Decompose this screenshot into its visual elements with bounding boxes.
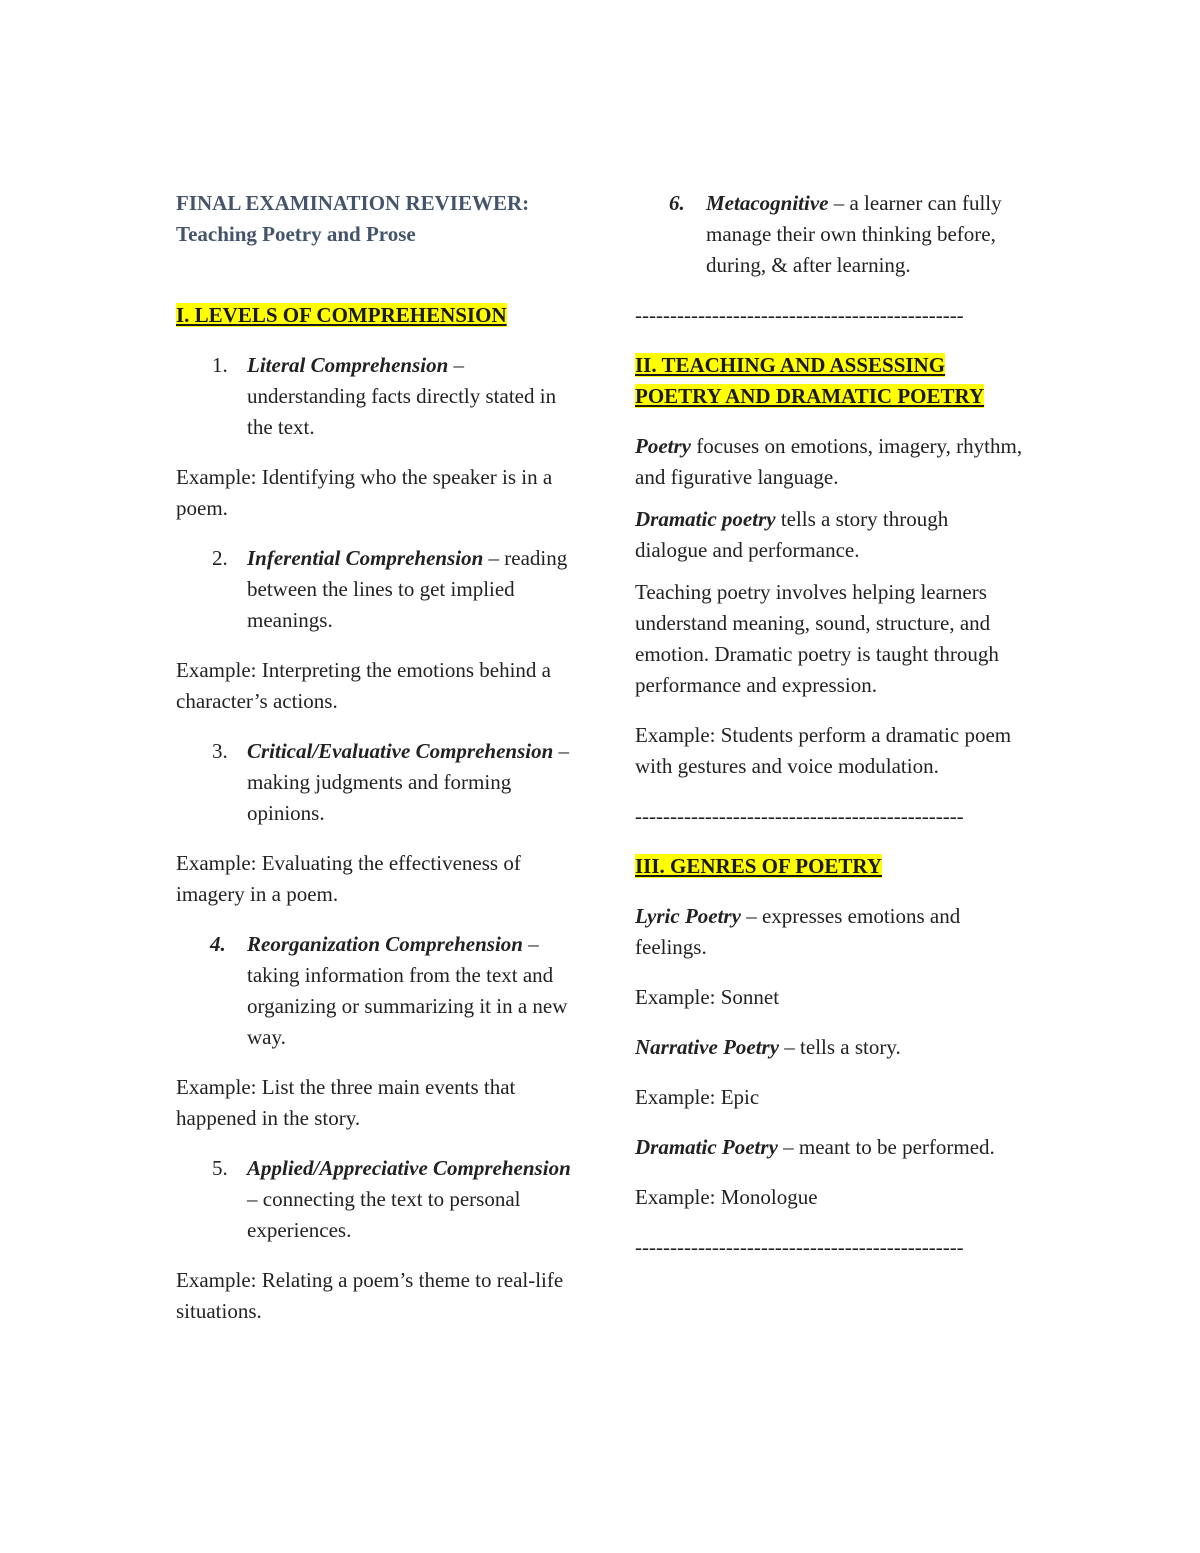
list-number: 2. <box>212 546 228 570</box>
example-critical: Example: Evaluating the effectiveness of imagery in a poem. <box>176 851 521 906</box>
separator-line: ----------------------------------------------- <box>635 303 964 327</box>
genre-narrative <box>635 1032 1025 1063</box>
list-number: 4. <box>210 932 226 956</box>
example-applied: Example: Relating a poem’s theme to real-life situations. <box>176 1268 564 1323</box>
right-column <box>635 188 1025 1282</box>
text-poetry: focuses on emotions, imagery, rhythm, and figurative language. <box>635 434 1023 489</box>
desc-inferential: – reading between the lines to get implied meanings. <box>247 546 568 632</box>
list-number: 6. <box>669 191 685 215</box>
left-column <box>176 188 576 1346</box>
term-poetry: Poetry <box>635 434 691 458</box>
desc-dramatic: – meant to be performed. <box>777 1135 995 1159</box>
list-item-literal <box>176 350 576 443</box>
genre-lyric <box>635 901 1025 963</box>
section-heading-levels <box>176 300 576 331</box>
paragraph-example-perform: Example: Students perform a dramatic poem with gestures and voice modulation. <box>635 723 1012 778</box>
desc-applied: – connecting the text to personal experiences. <box>247 1187 521 1242</box>
term-metacognitive: Metacognitive <box>706 191 829 215</box>
paragraph-dramatic-poetry <box>635 504 1025 566</box>
paragraph-teaching-poetry: Teaching poetry involves helping learners understand meaning, sound, structure, and emotion. Dramatic poetry is taught through performance and expression. <box>635 580 999 697</box>
example-inferential: Example: Interpreting the emotions behind a character’s actions. <box>176 658 551 713</box>
list-number: 3. <box>212 739 228 763</box>
term-dramatic-poetry: Dramatic poetry <box>635 507 776 531</box>
example-lyric: Example: Sonnet <box>635 985 780 1009</box>
list-item-applied <box>176 1153 576 1246</box>
separator-line: ----------------------------------------------- <box>635 804 964 828</box>
term-reorganization: Reorganization Comprehension <box>247 932 523 956</box>
desc-reorganization: – taking information from the text and organizing or summarizing it in a new way. <box>247 932 568 1049</box>
genre-dramatic <box>635 1132 1025 1163</box>
separator-line: ----------------------------------------------- <box>635 1235 964 1259</box>
example-literal: Example: Identifying who the speaker is in a poem. <box>176 465 553 520</box>
desc-metacognitive: – a learner can fully manage their own thinking before, during, & after learning. <box>706 191 1002 277</box>
section-heading-genres <box>635 851 1025 882</box>
section-heading-teaching <box>635 350 1025 412</box>
section-heading-levels-text: I. LEVELS OF COMPREHENSION <box>176 303 507 327</box>
term-narrative: Narrative Poetry <box>635 1035 780 1059</box>
list-item-inferential <box>176 543 576 636</box>
list-item-metacognitive <box>635 188 1025 281</box>
text-dramatic-poetry: tells a story through dialogue and performance. <box>635 507 949 562</box>
list-item-reorganization <box>176 929 576 1053</box>
example-dramatic: Example: Monologue <box>635 1185 818 1209</box>
paragraph-poetry <box>635 431 1025 493</box>
desc-lyric: – expresses emotions and feelings. <box>635 904 961 959</box>
desc-literal: – understanding facts directly stated in the text. <box>247 353 557 439</box>
list-number: 5. <box>212 1156 228 1180</box>
document-title: FINAL EXAMINATION REVIEWER: Teaching Poetry and Prose <box>176 191 530 246</box>
term-dramatic: Dramatic Poetry <box>635 1135 778 1159</box>
desc-narrative: – tells a story. <box>779 1035 901 1059</box>
term-literal: Literal Comprehension <box>247 353 449 377</box>
term-critical: Critical/Evaluative Comprehension <box>247 739 554 763</box>
list-number: 1. <box>212 353 228 377</box>
section-heading-genres-text: III. GENRES OF POETRY <box>635 854 883 878</box>
term-applied: Applied/Appreciative Comprehension <box>247 1156 571 1180</box>
example-reorganization: Example: List the three main events that happened in the story. <box>176 1075 516 1130</box>
desc-critical: – making judgments and forming opinions. <box>247 739 570 825</box>
term-lyric: Lyric Poetry <box>635 904 741 928</box>
list-item-critical <box>176 736 576 829</box>
example-narrative: Example: Epic <box>635 1085 760 1109</box>
term-inferential: Inferential Comprehension <box>247 546 484 570</box>
section-heading-teaching-text: II. TEACHING AND ASSESSING POETRY AND DRAMATIC POETRY <box>635 353 985 408</box>
